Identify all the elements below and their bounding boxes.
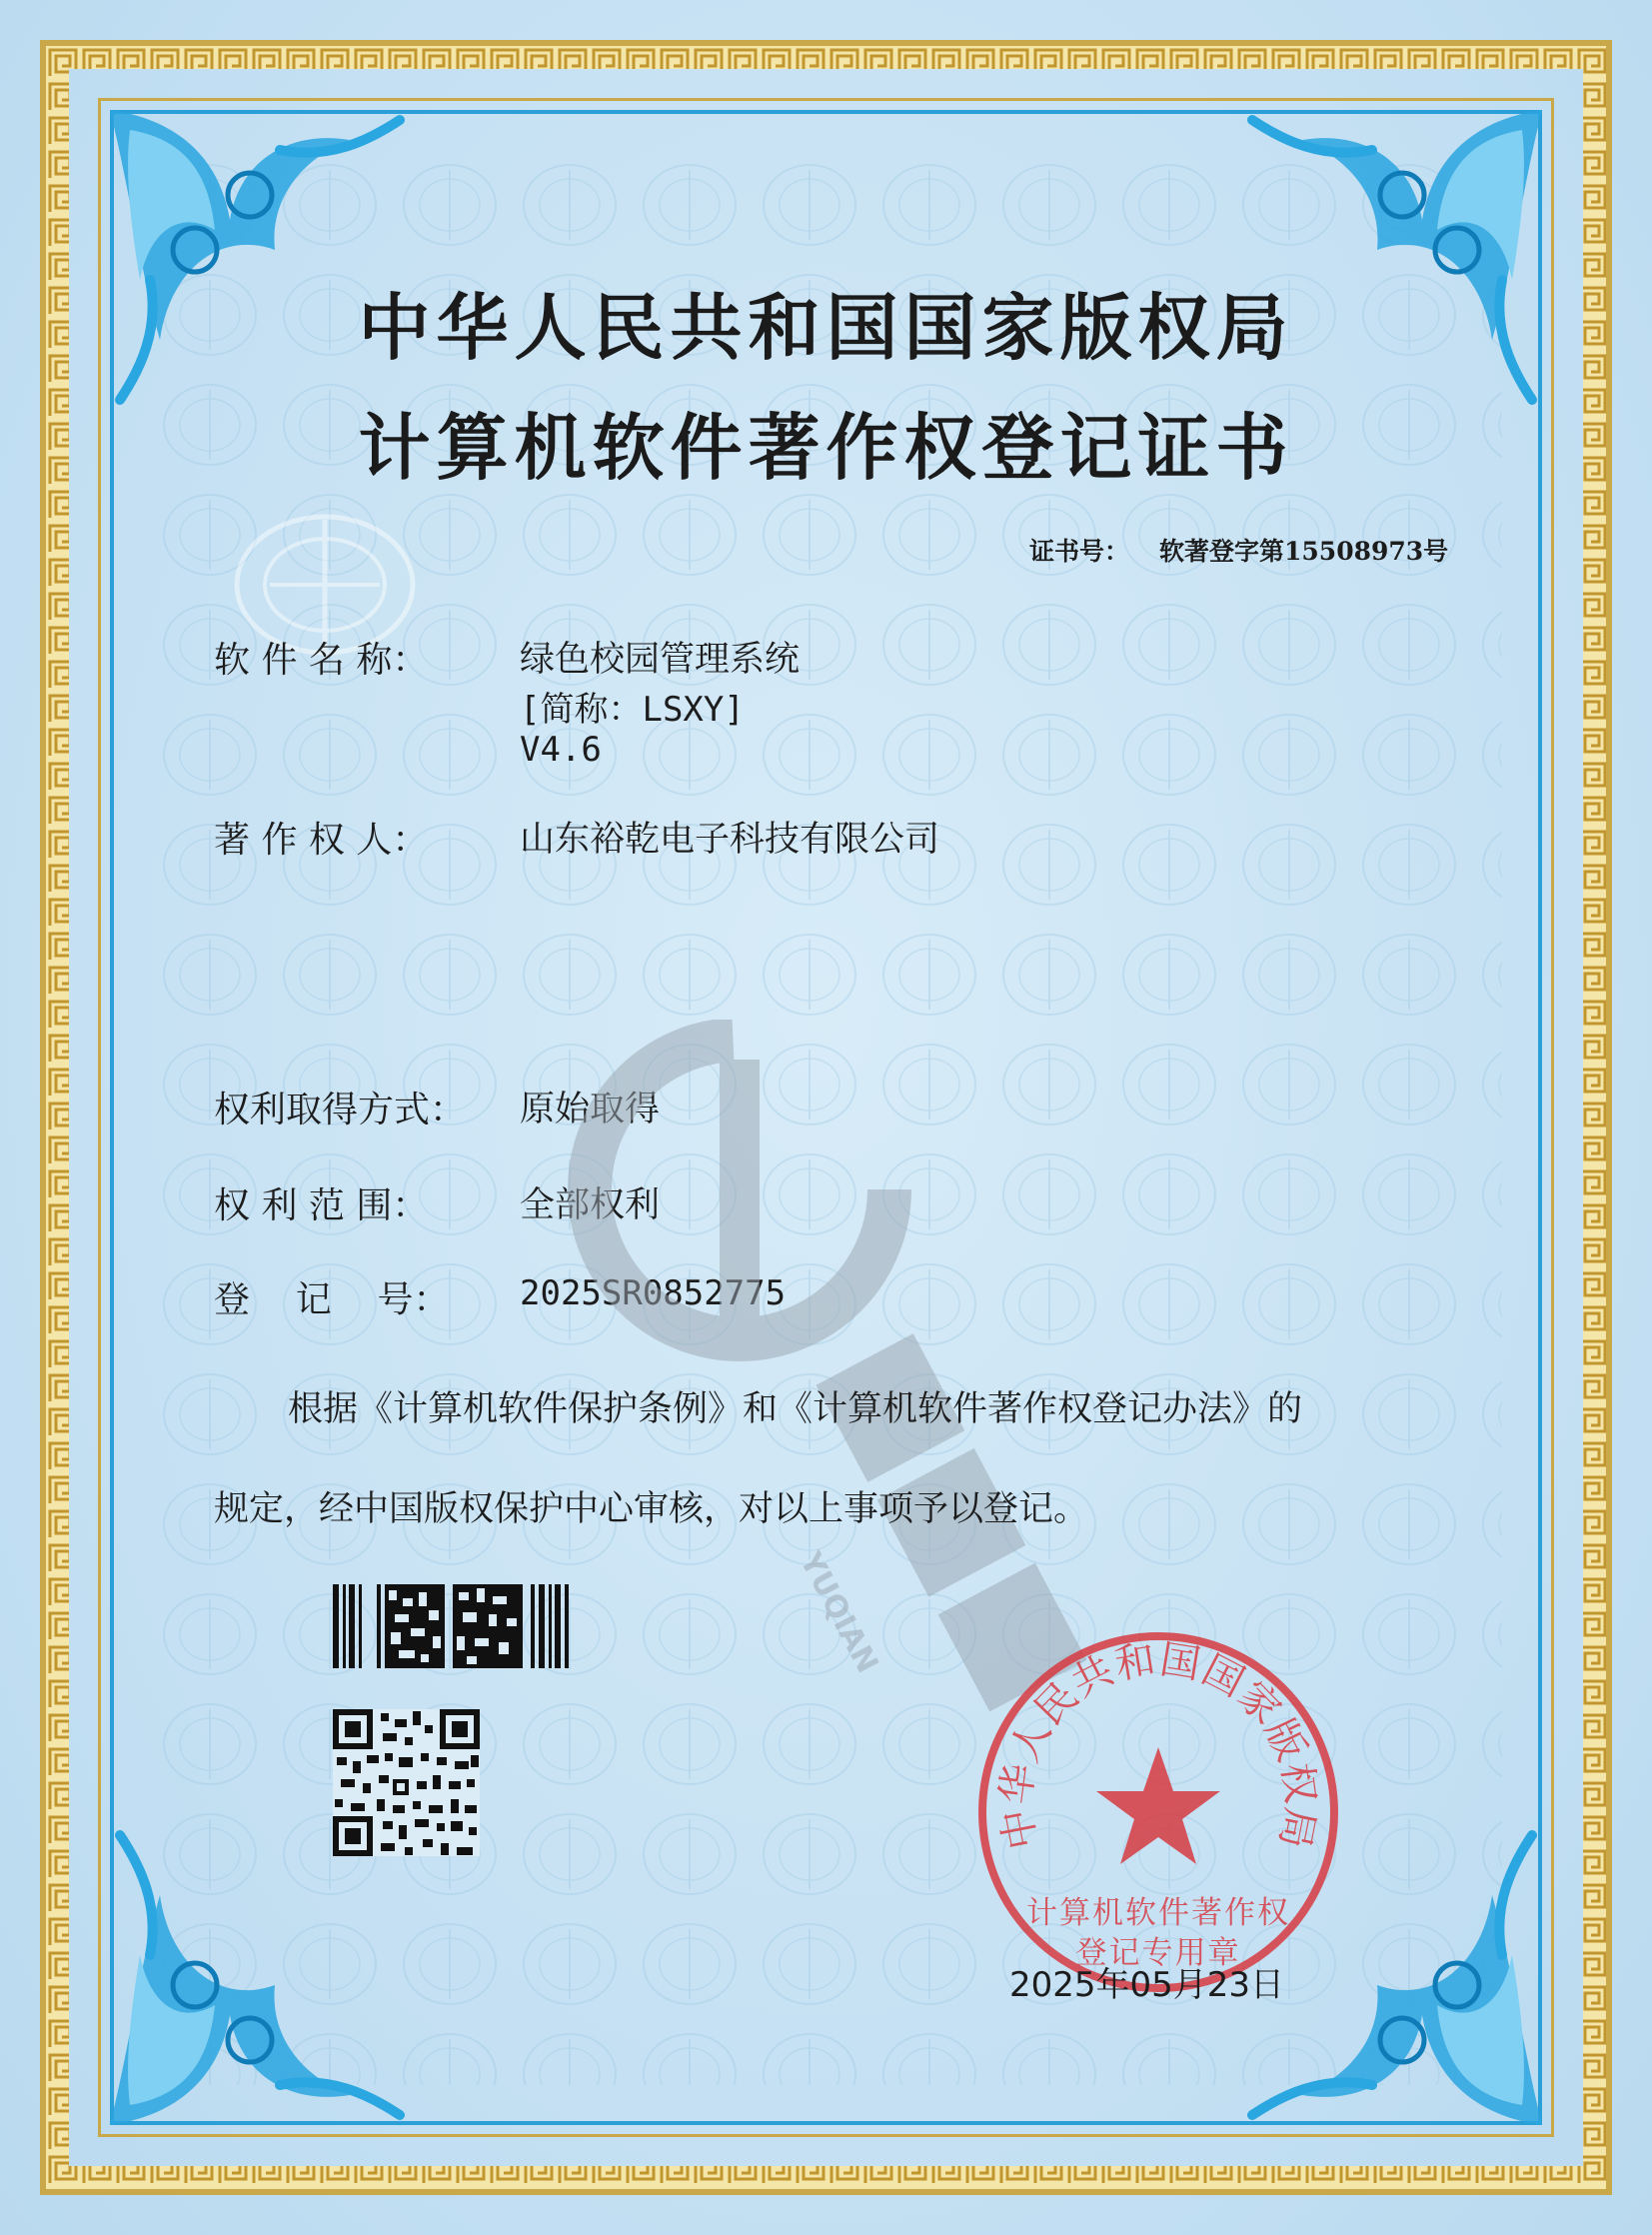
certificate-number [1029, 532, 1448, 568]
watermark-text: YUQIAN [792, 1546, 885, 1679]
software-name-value: 绿色校园管理系统 [520, 640, 801, 680]
registration-number-value: 2025SR0852775 [520, 1273, 787, 1313]
barcode [333, 1584, 571, 1668]
rights-scope-label: 权 利 范 围： [214, 1185, 429, 1226]
software-short-name: [简称：LSXY] [520, 690, 745, 730]
certificate-title: 计算机软件著作权登记证书 [358, 405, 1294, 490]
company-watermark-logo [560, 1020, 1199, 1719]
qr-code [333, 1709, 480, 1856]
software-name-label: 软 件 名 称： [214, 640, 429, 681]
seal-line-1: 计算机软件著作权 [1026, 1895, 1290, 1931]
statement-line-2: 规定，经中国版权保护中心审核，对以上事项予以登记。 [214, 1489, 1089, 1529]
corner-ornament-icon [100, 1815, 420, 2135]
acquisition-method-value: 原始取得 [520, 1090, 661, 1129]
certificate-number-label: 证书号： [1029, 537, 1130, 566]
acquisition-method-label: 权利取得方式： [214, 1090, 467, 1130]
statement-line-1: 根据《计算机软件保护条例》和《计算机软件著作权登记办法》的 [288, 1389, 1303, 1429]
seal-line-2: 登记专用章 [1075, 1935, 1241, 1971]
certificate-number-value: 软著登字第15508973号 [1159, 537, 1449, 566]
registration-number-label: 登 记 号： [214, 1279, 450, 1320]
issuer-title: 中华人民共和国国家版权局 [358, 285, 1294, 370]
issue-date: 2025年05月23日 [1009, 1965, 1285, 2005]
software-version: V4.6 [520, 730, 602, 770]
copyright-owner-value: 山东裕乾电子科技有限公司 [520, 820, 940, 860]
rights-scope-value: 全部权利 [520, 1185, 661, 1225]
copyright-owner-label: 著 作 权 人： [214, 820, 429, 861]
star-icon [1096, 1747, 1220, 1864]
seal-ring-text: 中华人民共和国国家版权局 [992, 1636, 1324, 1853]
official-seal [975, 1629, 1341, 1995]
